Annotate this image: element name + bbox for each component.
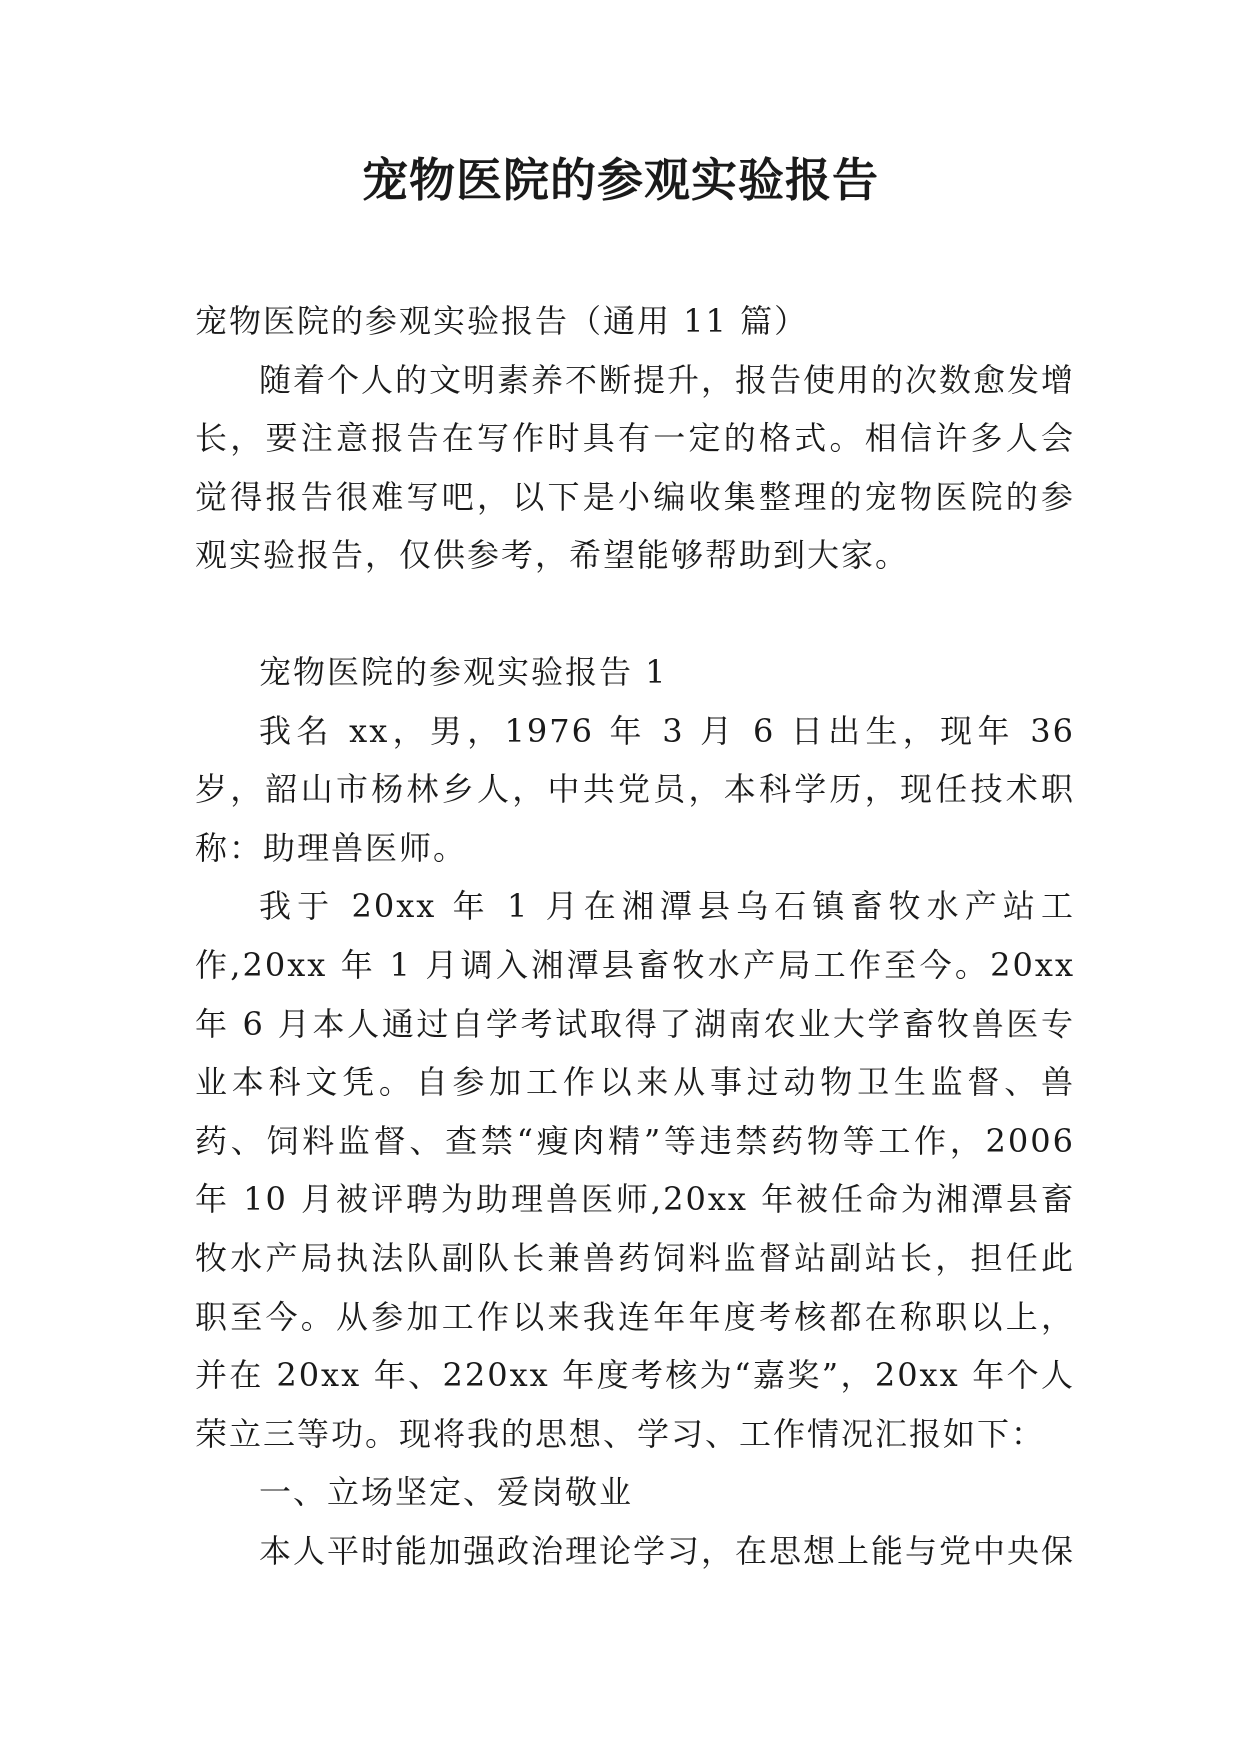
document-subtitle: 宠物医院的参观实验报告（通用 11 篇） [195,302,809,340]
section-heading: 宠物医院的参观实验报告 1 [259,652,668,691]
intro-paragraph: 随着个人的文明素养不断提升，报告使用的次数愈发增长，要注意报告在写作时具有一定的格式。相信许多人会觉得报告很难写吧，以下是小编收集整理的宠物医院的参观实验报告，仅供参考，希望能够帮助到大家。 [195,360,1076,575]
body-paragraph: 本人平时能加强政治理论学习，在思想上能与党中央保 [259,1531,1076,1570]
document-body [195,292,1075,1580]
paragraph-spacer [195,585,1075,643]
body-paragraph: 我于 20xx 年 1 月在湘潭县乌石镇畜牧水产站工作,20xx 年 1 月调入湘潭县畜牧水产局工作至今。20xx 年 6 月本人通过自学考试取得了湖南农业大学畜牧兽医专业本科文凭。自参加工作以来从事过动物卫生监督、兽药、饲料监督、查禁“瘦肉精”等违禁药物等工作，2006 年 10 月被评聘为助理兽医师,20xx 年被任命为湘潭县畜牧水产局执法队副队长兼兽药饲料监督站副站长，担任此职至今。从参加工作以来我连年年度考核都在称职以上，并在 20xx 年、220xx 年度考核为“嘉奖”，20xx 年个人荣立三等功。现将我的思想、学习、工作情况汇报如下： [195,887,1075,1453]
document-title: 宠物医院的参观实验报告 [362,153,879,207]
subsection-heading: 一、立场坚定、爱岗敬业 [259,1473,634,1512]
body-paragraph: 我名 xx，男，1976 年 3 月 6 日出生，现年 36 岁，韶山市杨林乡人，中共党员，本科学历，现任技术职称：助理兽医师。 [195,711,1075,867]
